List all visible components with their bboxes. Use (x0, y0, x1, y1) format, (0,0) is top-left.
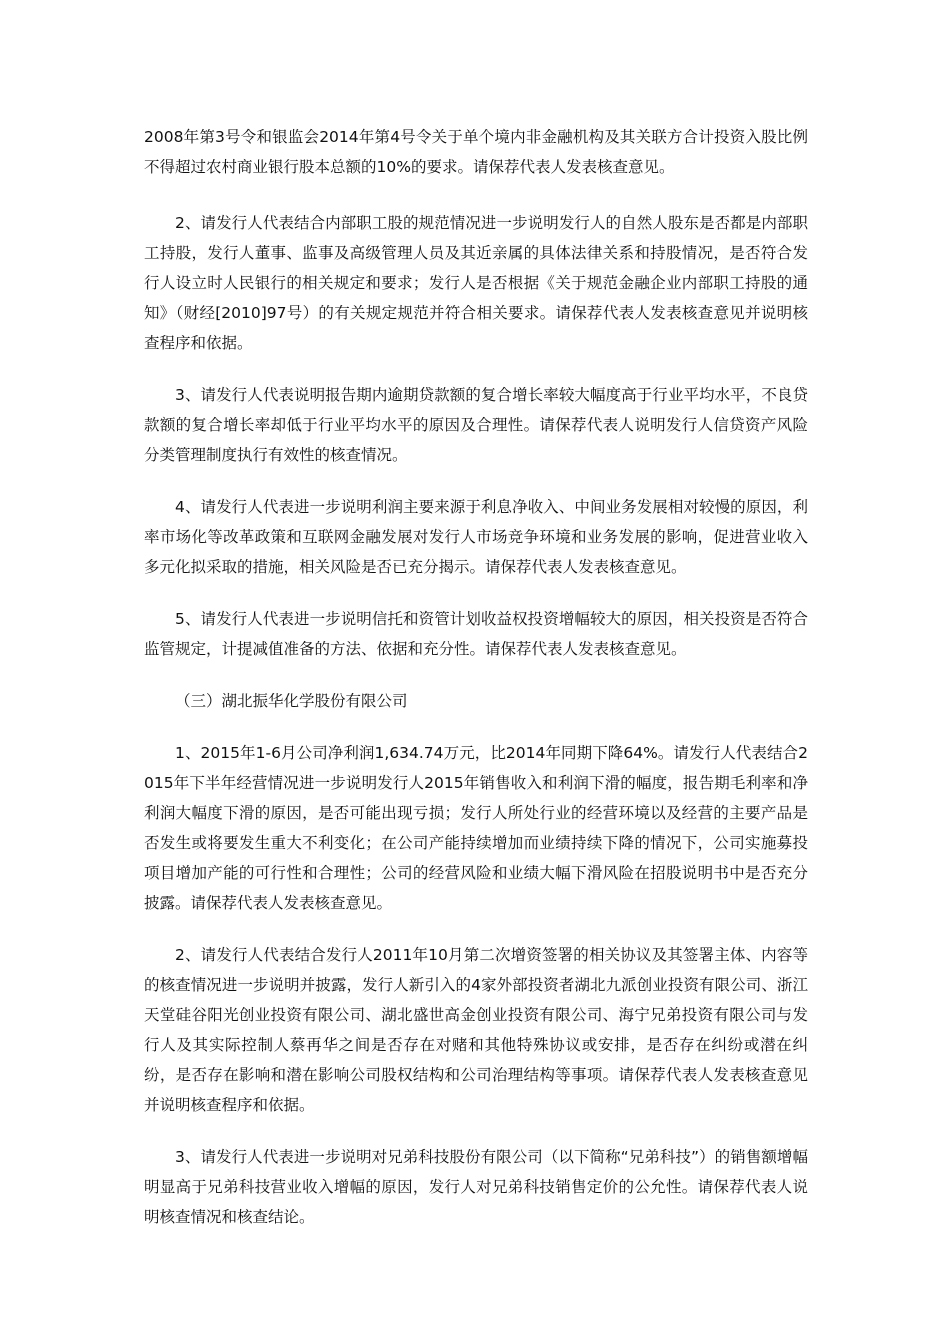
paragraph-item-4-profit-sources: 4、请发行人代表进一步说明利润主要来源于利息净收入、中间业务发展相对较慢的原因，利率市场化等改革政策和互联网金融发展对发行人市场竞争环境和业务发展的影响，促进营业收入多元化拟采取的措施，相关风险是否已充分揭示。请保荐代表人发表核查意见。 (144, 498, 808, 576)
document-body (144, 122, 808, 1254)
section-heading-company: （三）湖北振华化学股份有限公司 (175, 692, 408, 710)
paragraph-item-2-capital-increase: 2、请发行人代表结合发行人2011年10月第二次增资签署的相关协议及其签署主体、内容等的核查情况进一步说明并披露，发行人新引入的4家外部投资者湖北九派创业投资有限公司、浙江天堂硅谷阳光创业投资有限公司、湖北盛世高金创业投资有限公司、海宁兄弟投资有限公司与发行人及其实际控制人蔡再华之间是否存在对赌和其他特殊协议或安排，是否存在纠纷或潜在纠纷，是否存在影响和潜在影响公司股权结构和公司治理结构等事项。请保荐代表人发表核查意见并说明核查程序和依据。 (144, 946, 808, 1114)
paragraph-continuation: 2008年第3号令和银监会2014年第4号令关于单个境内非金融机构及其关联方合计投资入股比例不得超过农村商业银行股本总额的10%的要求。请保荐代表人发表核查意见。 (144, 128, 808, 176)
paragraph-item-2-employee-shares: 2、请发行人代表结合内部职工股的规范情况进一步说明发行人的自然人股东是否都是内部职工持股，发行人董事、监事及高级管理人员及其近亲属的具体法律关系和持股情况，是否符合发行人设立时人民银行的相关规定和要求；发行人是否根据《关于规范金融企业内部职工持股的通知》（财经[2010]97号）的有关规定规范并符合相关要求。请保荐代表人发表核查意见并说明核查程序和依据。 (144, 214, 808, 352)
paragraph-item-3-overdue-loans: 3、请发行人代表说明报告期内逾期贷款额的复合增长率较大幅度高于行业平均水平，不良贷款额的复合增长率却低于行业平均水平的原因及合理性。请保荐代表人说明发行人信贷资产风险分类管理制度执行有效性的核查情况。 (144, 386, 808, 464)
paragraph-item-3-sales-pricing: 3、请发行人代表进一步说明对兄弟科技股份有限公司（以下简称“兄弟科技”）的销售额增幅明显高于兄弟科技营业收入增幅的原因，发行人对兄弟科技销售定价的公允性。请保荐代表人说明核查情况和核查结论。 (144, 1148, 808, 1226)
paragraph-item-5-trust-investment: 5、请发行人代表进一步说明信托和资管计划收益权投资增幅较大的原因，相关投资是否符合监管规定，计提减值准备的方法、依据和充分性。请保荐代表人发表核查意见。 (144, 610, 808, 658)
paragraph-item-1-net-profit: 1、2015年1-6月公司净利润1,634.74万元，比2014年同期下降64%。请发行人代表结合2015年下半年经营情况进一步说明发行人2015年销售收入和利润下滑的幅度，报告期毛利率和净利润大幅度下滑的原因，是否可能出现亏损；发行人所处行业的经营环境以及经营的主要产品是否发生或将要发生重大不利变化；在公司产能持续增加而业绩持续下降的情况下，公司实施募投项目增加产能的可行性和合理性；公司的经营风险和业绩大幅下滑风险在招股说明书中是否充分披露。请保荐代表人发表核查意见。 (144, 744, 808, 912)
